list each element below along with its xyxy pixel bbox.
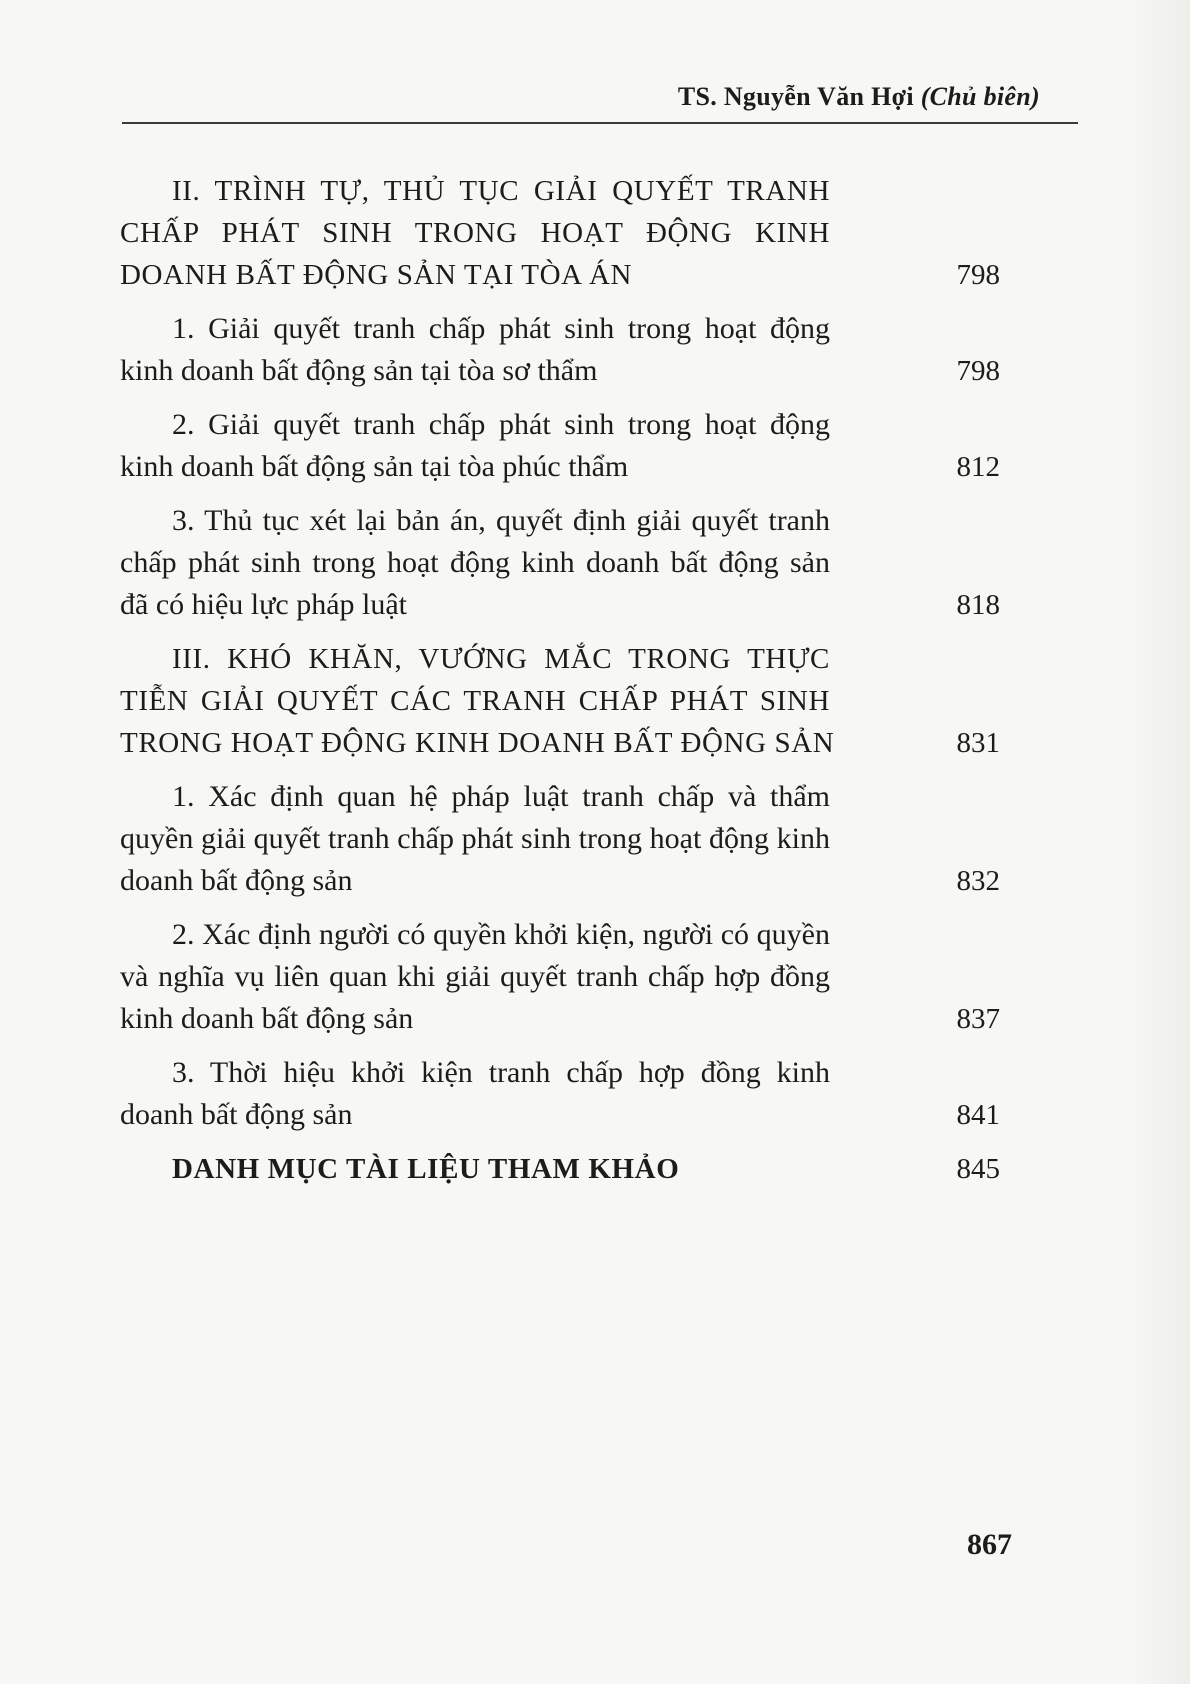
- toc-line: doanh bất động sản: [120, 864, 353, 897]
- toc-line: 2. Xác định người có quyền khởi kiện, người có quyền: [172, 918, 830, 951]
- toc-line: chấp phát sinh trong hoạt động kinh doanh bất động sản: [120, 546, 830, 579]
- toc-line: DOANH BẤT ĐỘNG SẢN TẠI TÒA ÁN: [120, 259, 633, 291]
- toc-line: DANH MỤC TÀI LIỆU THAM KHẢO: [172, 1153, 680, 1185]
- toc-line: III. KHÓ KHĂN, VƯỚNG MẮC TRONG THỰC: [172, 643, 830, 675]
- toc-entry-section-iii: [0, 638, 1190, 764]
- toc-line: đã có hiệu lực pháp luật: [120, 588, 407, 621]
- toc-page-number: 837: [956, 1003, 1000, 1035]
- toc-page-number: 812: [956, 451, 1000, 483]
- toc-entry: [0, 776, 1190, 902]
- toc-line: doanh bất động sản: [120, 1098, 353, 1131]
- toc-entry: [0, 404, 1190, 488]
- toc-line: kinh doanh bất động sản tại tòa sơ thẩm: [120, 354, 598, 387]
- toc-entry-section-ii: [0, 170, 1190, 296]
- toc-line: kinh doanh bất động sản: [120, 1002, 414, 1035]
- header-role: (Chủ biên): [920, 82, 1040, 111]
- toc-line: 1. Xác định quan hệ pháp luật tranh chấp và thẩm: [172, 780, 830, 813]
- toc-entry: [0, 1052, 1190, 1136]
- toc-page-number: 798: [956, 355, 1000, 387]
- toc-line: 3. Thủ tục xét lại bản án, quyết định giải quyết tranh: [172, 504, 830, 537]
- toc-line: kinh doanh bất động sản tại tòa phúc thẩm: [120, 450, 629, 483]
- toc-entry-references: [0, 1148, 1190, 1190]
- table-of-contents: [0, 170, 1190, 1202]
- toc-entry: [0, 500, 1190, 626]
- toc-line: TRONG HOẠT ĐỘNG KINH DOANH BẤT ĐỘNG SẢN: [120, 727, 835, 759]
- toc-line: và nghĩa vụ liên quan khi giải quyết tranh chấp hợp đồng: [120, 960, 830, 993]
- toc-line: CHẤP PHÁT SINH TRONG HOẠT ĐỘNG KINH: [120, 217, 830, 249]
- toc-line: TIỄN GIẢI QUYẾT CÁC TRANH CHẤP PHÁT SINH: [120, 685, 830, 717]
- toc-line: 2. Giải quyết tranh chấp phát sinh trong hoạt động: [172, 408, 830, 441]
- toc-entry: [0, 308, 1190, 392]
- toc-page-number: 845: [956, 1153, 1000, 1185]
- header-rule: [122, 122, 1078, 124]
- toc-page-number: 832: [956, 865, 1000, 897]
- toc-page-number: 831: [956, 727, 1000, 759]
- toc-entry: [0, 914, 1190, 1040]
- toc-line: II. TRÌNH TỰ, THỦ TỤC GIẢI QUYẾT TRANH: [172, 175, 830, 207]
- page-number: 867: [967, 1528, 1012, 1561]
- header-author: TS. Nguyễn Văn Hợi: [677, 82, 914, 111]
- toc-page-number: 818: [956, 589, 1000, 621]
- running-header: [678, 82, 1040, 112]
- page-edge-shadow: [1130, 0, 1190, 1684]
- toc-line: 1. Giải quyết tranh chấp phát sinh trong hoạt động: [172, 312, 830, 345]
- toc-line: quyền giải quyết tranh chấp phát sinh trong hoạt động kinh: [120, 822, 830, 855]
- toc-page-number: 841: [956, 1099, 1000, 1131]
- toc-page-number: 798: [956, 259, 1000, 291]
- toc-line: 3. Thời hiệu khởi kiện tranh chấp hợp đồng kinh: [172, 1056, 830, 1089]
